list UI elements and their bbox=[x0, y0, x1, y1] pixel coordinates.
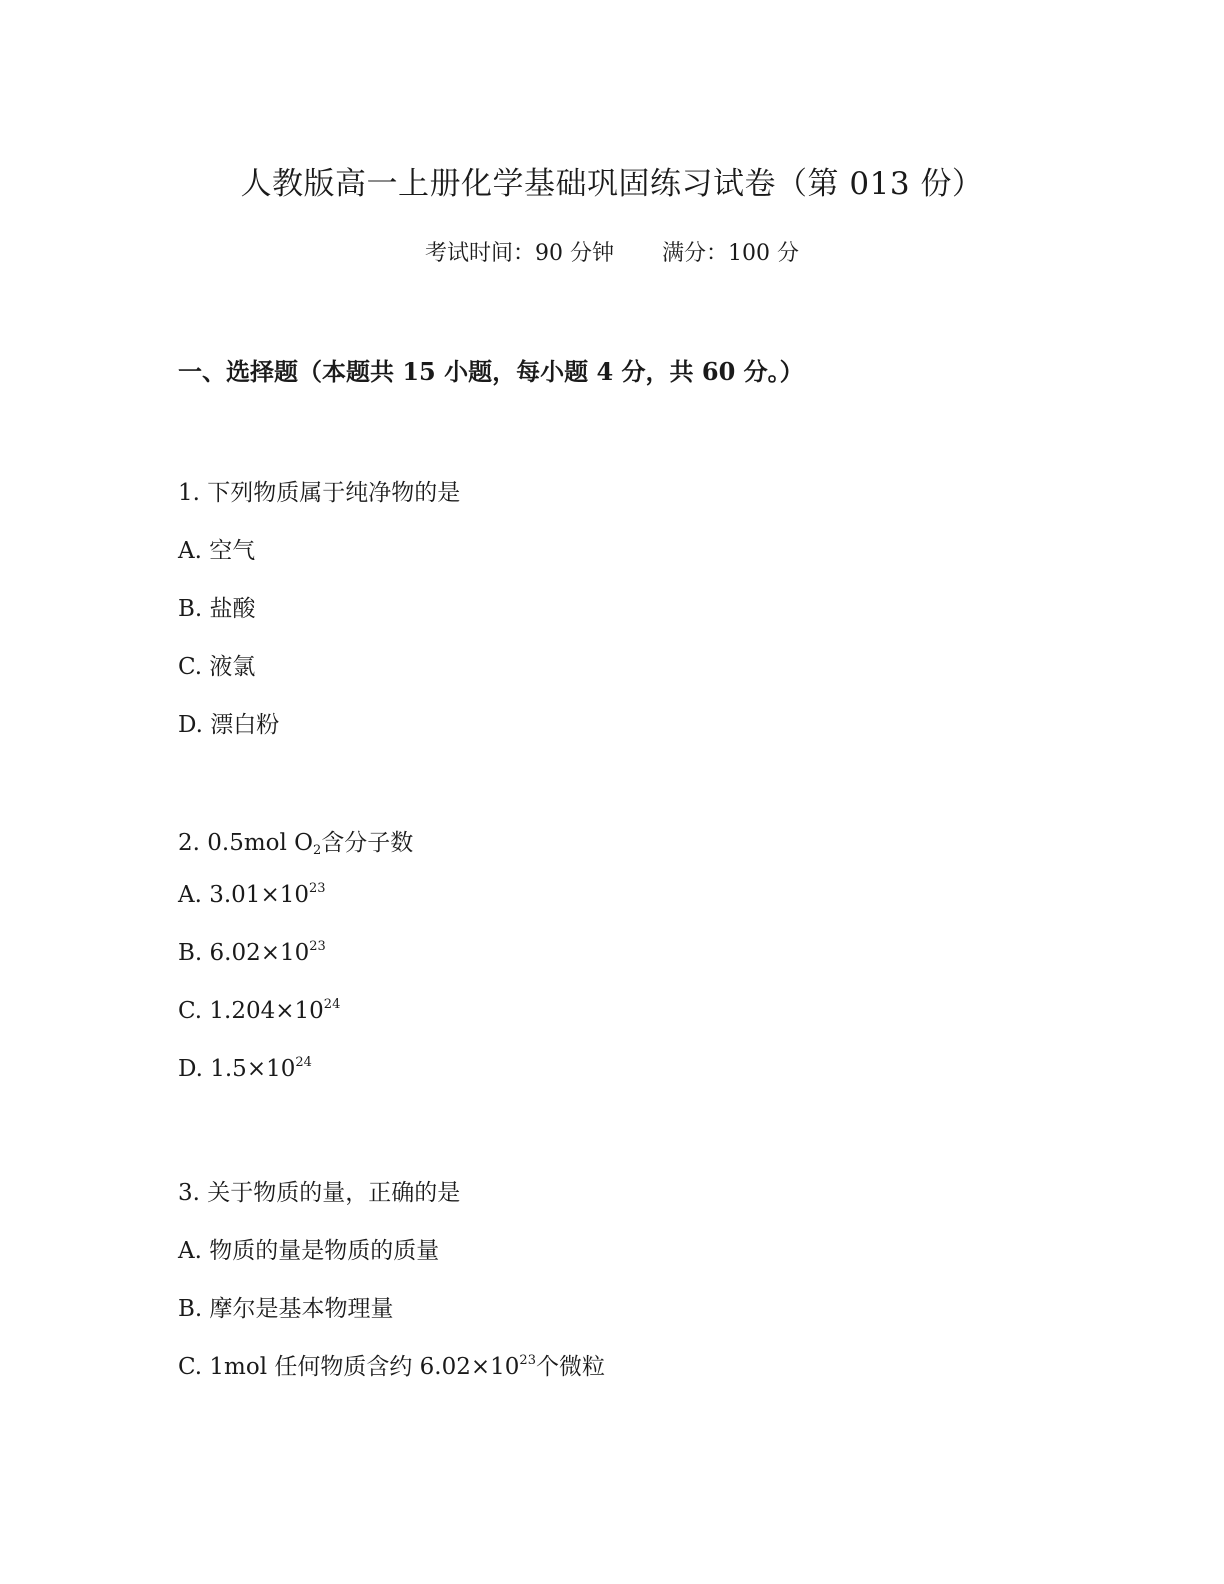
option-text: D. 1.5×10 bbox=[178, 1056, 296, 1082]
question-1-option-b: B. 盐酸 bbox=[178, 596, 256, 622]
question-3-stem: 3. 关于物质的量，正确的是 bbox=[178, 1180, 461, 1206]
question-1-option-c: C. 液氯 bbox=[178, 654, 256, 680]
page-title: 人教版高一上册化学基础巩固练习试卷（第 013 份） bbox=[240, 166, 984, 202]
question-3-option-a: A. 物质的量是物质的质量 bbox=[178, 1238, 440, 1264]
question-3-option-c bbox=[178, 1348, 605, 1381]
question-2-stem-prefix: 2. 0.5mol O bbox=[178, 830, 314, 856]
section-heading: 一、选择题（本题共 15 小题，每小题 4 分，共 60 分。） bbox=[178, 357, 804, 386]
full-score: 满分：100 分 bbox=[662, 241, 799, 266]
question-1-option-a: A. 空气 bbox=[178, 538, 256, 564]
question-3-option-b: B. 摩尔是基本物理量 bbox=[178, 1296, 394, 1322]
exam-time: 考试时间：90 分钟 bbox=[425, 241, 614, 266]
option-text: B. 6.02×10 bbox=[178, 940, 310, 966]
question-2-stem-subscript: 2 bbox=[313, 843, 322, 858]
question-2-option-c bbox=[178, 998, 340, 1024]
question-2-option-d bbox=[178, 1056, 312, 1082]
option-exponent: 24 bbox=[295, 1055, 312, 1070]
option-exponent: 23 bbox=[519, 1353, 536, 1368]
option-exponent: 23 bbox=[308, 881, 326, 896]
question-1-stem: 1. 下列物质属于纯净物的是 bbox=[178, 480, 461, 506]
question-2-stem-suffix: 含分子数 bbox=[321, 830, 414, 856]
question-2-stem bbox=[178, 824, 413, 857]
option-exponent: 23 bbox=[309, 939, 326, 954]
option-text: C. 1mol 任何物质含约 6.02×10 bbox=[178, 1354, 520, 1380]
question-2-option-a bbox=[178, 882, 326, 908]
question-1-option-d: D. 漂白粉 bbox=[178, 712, 280, 738]
option-text: C. 1.204×10 bbox=[178, 998, 324, 1024]
option-suffix: 个微粒 bbox=[535, 1354, 605, 1380]
question-2-option-b bbox=[178, 940, 326, 966]
option-exponent: 24 bbox=[323, 997, 341, 1012]
exam-meta bbox=[0, 236, 1224, 267]
option-text: A. 3.01×10 bbox=[178, 882, 309, 908]
